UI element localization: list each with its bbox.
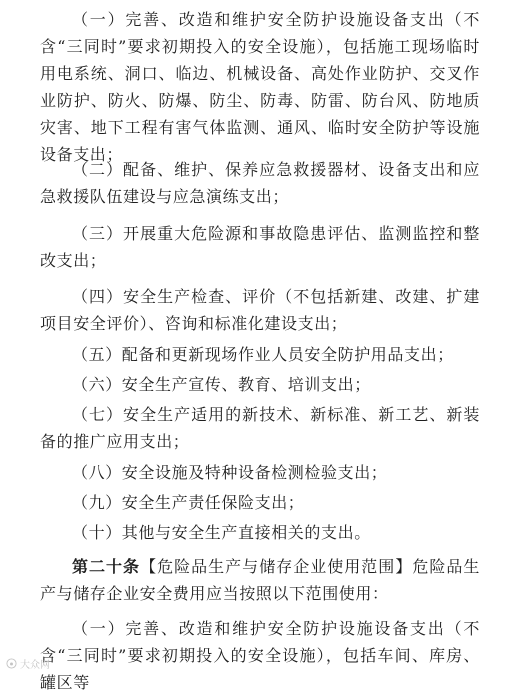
paragraph-item-6: （六）安全生产宣传、教育、培训支出； <box>72 375 371 394</box>
paragraph-item-8: （八）安全设施及特种设备检测检验支出； <box>72 463 388 482</box>
watermark <box>6 656 50 671</box>
paragraph-item-9: （九）安全生产责任保险支出； <box>72 493 305 512</box>
article-number: 第二十条 <box>72 557 141 576</box>
paragraph-item-5: （五）配备和更新现场作业人员安全防护用品支出； <box>72 345 454 364</box>
watermark-text: 大众网 <box>20 660 50 671</box>
weibo-logo-icon <box>6 658 17 669</box>
paragraph-item-4: （四）安全生产检查、评价（不包括新建、改建、扩建项目安全评价）、咨询和标准化建设支出； <box>40 287 480 333</box>
paragraph-item-2: （二）配备、维护、保养应急救援器材、设备支出和应急救援队伍建设与应急演练支出； <box>40 160 480 206</box>
paragraph-item-7: （七）安全生产适用的新技术、新标准、新工艺、新装备的推广应用支出； <box>40 405 480 451</box>
article-paragraph <box>40 553 480 607</box>
article-text: 【危险品生产与储存企业使用范围】危险品生产与储存企业安全费用应当按照以下范围使用： <box>40 557 480 603</box>
paragraph-item-3: （三）开展重大危险源和事故隐患评估、监测监控和整改支出； <box>40 224 480 270</box>
paragraph-item-10: （十）其他与安全生产直接相关的支出。 <box>72 523 371 542</box>
paragraph-last: （一）完善、改造和维护安全防护设施设备支出（不含“三同时”要求初期投入的安全设施），包括车间、库房、罐区等 <box>40 619 480 692</box>
paragraph-item-1: （一）完善、改造和维护安全防护设施设备支出（不含“三同时”要求初期投入的安全设施），包括施工现场临时用电系统、洞口、临边、机械设备、高处作业防护、交叉作业防护、防火、防爆、防尘、防毒、防雷、防台风、防地质灾害、地下工程有害气体监测、通风、临时安全防护等设施设备支出； <box>40 10 480 164</box>
